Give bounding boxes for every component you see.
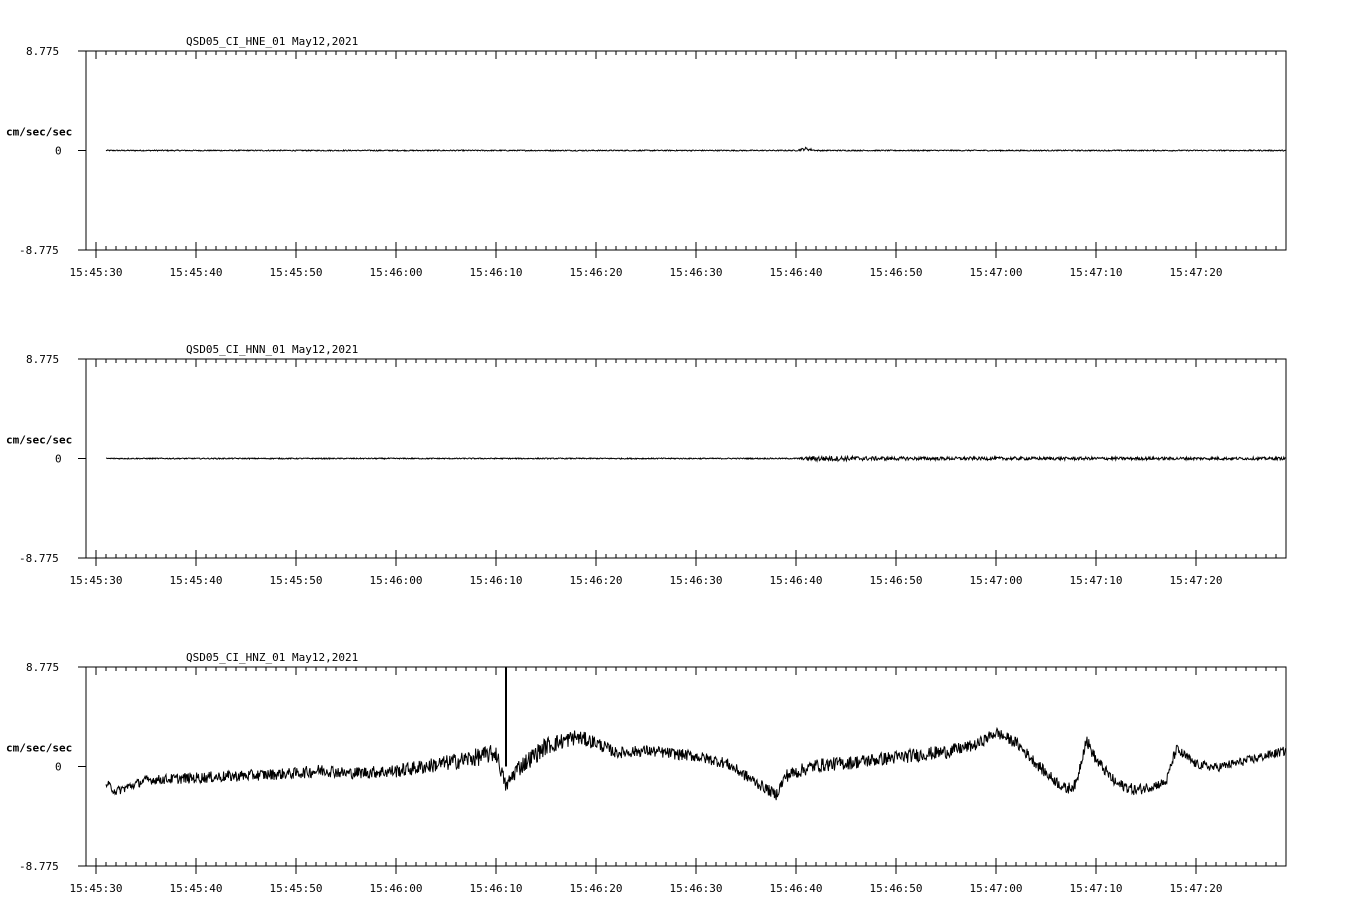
y-tick-label: 8.775 [26,661,60,674]
x-tick-label: 15:46:20 [569,882,623,895]
x-tick-label: 15:45:40 [169,574,223,587]
x-tick-label: 15:46:40 [769,266,823,279]
x-tick-label: 15:46:20 [569,266,623,279]
x-tick-label: 15:46:00 [369,574,423,587]
x-tick-label: 15:47:00 [969,266,1023,279]
x-tick-label: 15:47:00 [969,882,1023,895]
x-tick-label: 15:46:30 [669,574,723,587]
x-tick-label: 15:46:10 [469,266,523,279]
x-tick-label: 15:46:40 [769,882,823,895]
x-tick-label: 15:45:30 [69,882,123,895]
x-tick-label: 15:46:40 [769,574,823,587]
chart-title: QSD05_CI_HNZ_01 May12,2021 [186,651,359,664]
x-tick-label: 15:46:00 [369,882,423,895]
x-tick-label: 15:45:30 [69,574,123,587]
y-tick-label: -8.775 [19,860,59,873]
x-tick-label: 15:47:00 [969,574,1023,587]
x-tick-label: 15:46:50 [869,574,923,587]
waveform-trace [106,147,1286,151]
x-tick-label: 15:45:50 [269,266,323,279]
waveform-trace [106,456,1286,461]
x-tick-label: 15:47:10 [1069,266,1123,279]
x-tick-label: 15:46:20 [569,574,623,587]
x-tick-label: 15:47:10 [1069,882,1123,895]
x-tick-label: 15:45:40 [169,882,223,895]
y-axis-label: cm/sec/sec [6,741,73,755]
x-tick-label: 15:45:50 [269,574,323,587]
x-tick-label: 15:47:20 [1169,882,1223,895]
y-axis-label: cm/sec/sec [6,433,73,447]
chart-panel-2 [6,343,1286,587]
x-tick-label: 15:46:30 [669,266,723,279]
x-tick-label: 15:47:10 [1069,574,1123,587]
y-tick-label: 0 [55,452,62,466]
x-tick-label: 15:46:50 [869,266,923,279]
chart-title: QSD05_CI_HNN_01 May12,2021 [186,343,359,356]
y-tick-label: -8.775 [19,244,59,257]
x-tick-label: 15:47:20 [1169,574,1223,587]
x-tick-label: 15:45:40 [169,266,223,279]
y-tick-label: 8.775 [26,45,60,58]
x-tick-label: 15:46:30 [669,882,723,895]
x-tick-label: 15:45:30 [69,266,123,279]
y-tick-label: 8.775 [26,353,60,366]
x-tick-label: 15:46:10 [469,574,523,587]
x-tick-label: 15:46:50 [869,882,923,895]
chart-panel-1 [6,35,1286,279]
waveform-trace [106,728,1286,800]
x-tick-label: 15:47:20 [1169,266,1223,279]
x-tick-label: 15:45:50 [269,882,323,895]
chart-panel-3 [6,651,1286,895]
x-tick-label: 15:46:00 [369,266,423,279]
y-axis-label: cm/sec/sec [6,125,73,139]
x-tick-label: 15:46:10 [469,882,523,895]
y-tick-label: 0 [55,144,62,158]
y-tick-label: -8.775 [19,552,59,565]
y-tick-label: 0 [55,760,62,774]
chart-title: QSD05_CI_HNE_01 May12,2021 [186,35,359,48]
